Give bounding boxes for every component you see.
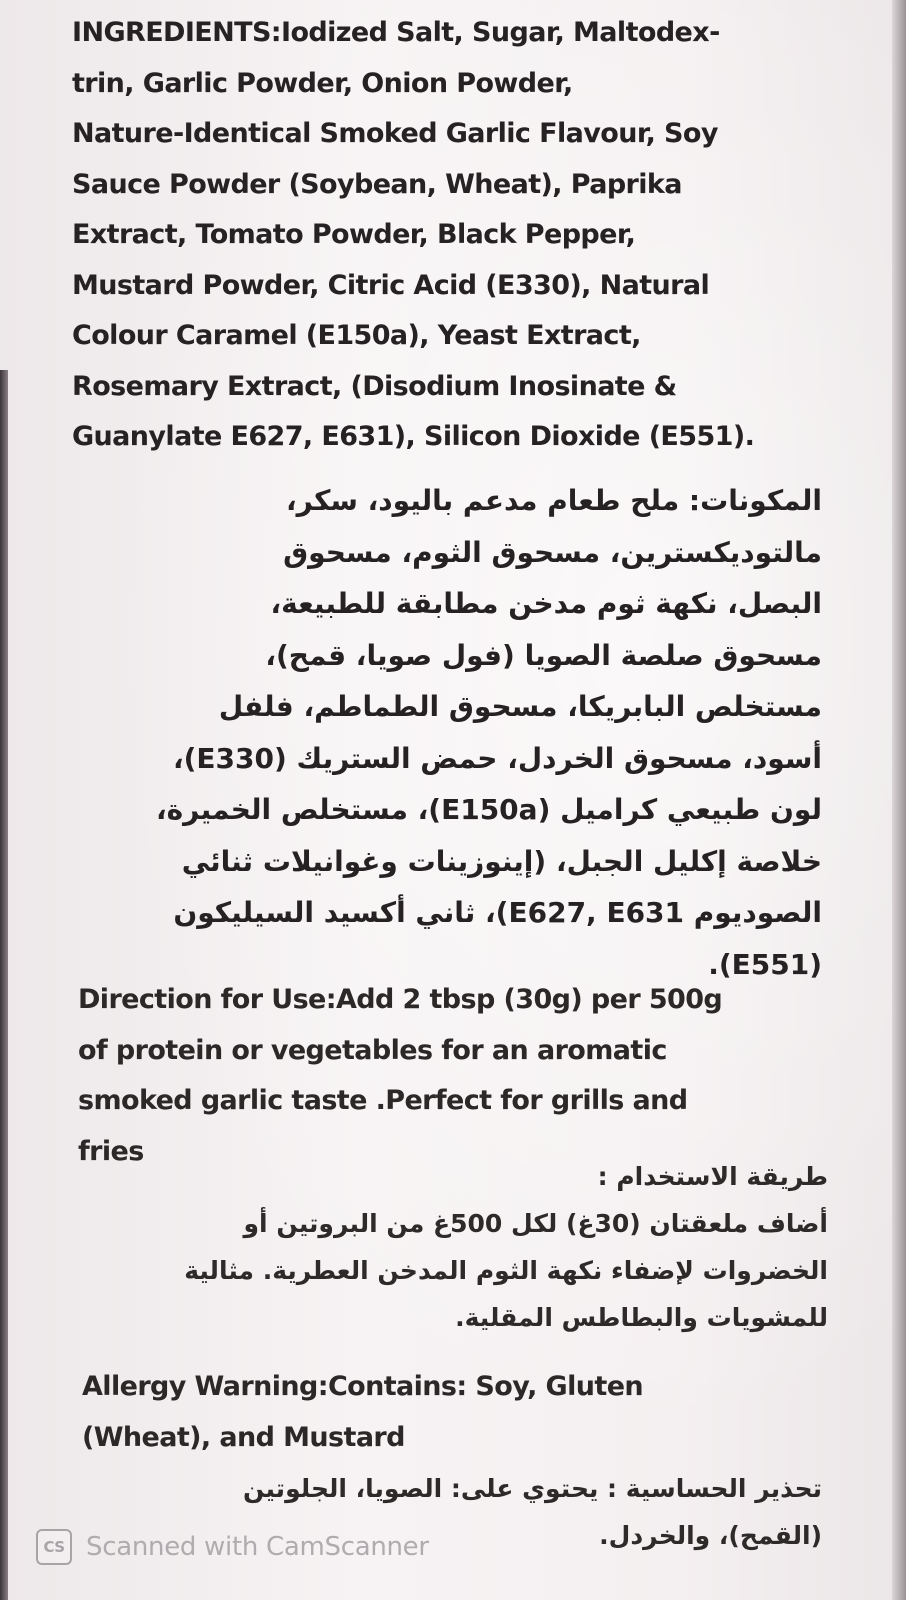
allergy-warning-english: Allergy Warning:Contains: Soy, Gluten (Wheat), and Mustard — [82, 1371, 644, 1453]
camscanner-logo-text: CS — [43, 1538, 65, 1556]
right-edge-shadow — [892, 0, 906, 1600]
allergy-warning-arabic: تحذير الحساسية : يحتوي على: الصويا، الجلوتين (القمح)، والخردل. — [242, 1474, 822, 1550]
camscanner-logo-icon — [36, 1529, 72, 1565]
ingredients-arabic: المكونات: ملح طعام مدعم باليود، سكر، مالتوديكسترين، مسحوق الثوم، مسحوق البصل، نكهة ثوم مدخن مطابقة للطبيعة، مسحوق صلصة الصويا (فول صويا، قمح)، مستخلص البابريكا، مسحوق الطماطم، فلفل أسود، مسحوق الخردل، حمض الستريك (E330)، لون طبيعي كراميل (E150a)، مستخلص الخميرة، خلاصة إكليل الجبل، (إينوزينات وغوانيلات ثنائي الصوديوم E627, E631)، ثاني أكسيد السيليكون (E551). — [156, 484, 822, 981]
directions-arabic: طريقة الاستخدام : أضاف ملعقتان (30غ) لكل 500غ من البروتين أو الخضروات لإضفاء نكهة الثوم المدخن العطرية. مثالية للمشويات والبطاطس المقلية. — [184, 1162, 828, 1332]
left-edge-shadow — [0, 370, 8, 1600]
directions-english: Direction for Use:Add 2 tbsp (30g) per 500g of protein or vegetables for an aromatic smoked garlic taste .Perfect for grills and fries — [78, 984, 723, 1167]
watermark-text: Scanned with CamScanner — [86, 1532, 429, 1562]
ingredients-english: INGREDIENTS:Iodized Salt, Sugar, Maltodex- trin, Garlic Powder, Onion Powder, Nature-Identical Smoked Garlic Flavour, Soy Sauce Powder (Soybean, Wheat), Paprika Extract, Tomato Powder, Black Pepper, Mustard Powder, Citric Acid (E330), Natural Colour Caramel (E150a), Yeast Extract, Rosemary Extract, (Disodium Inosinate & Guanylate E627, E631), Silicon Dioxide (E551). — [72, 17, 755, 452]
camscanner-watermark — [36, 1527, 429, 1567]
